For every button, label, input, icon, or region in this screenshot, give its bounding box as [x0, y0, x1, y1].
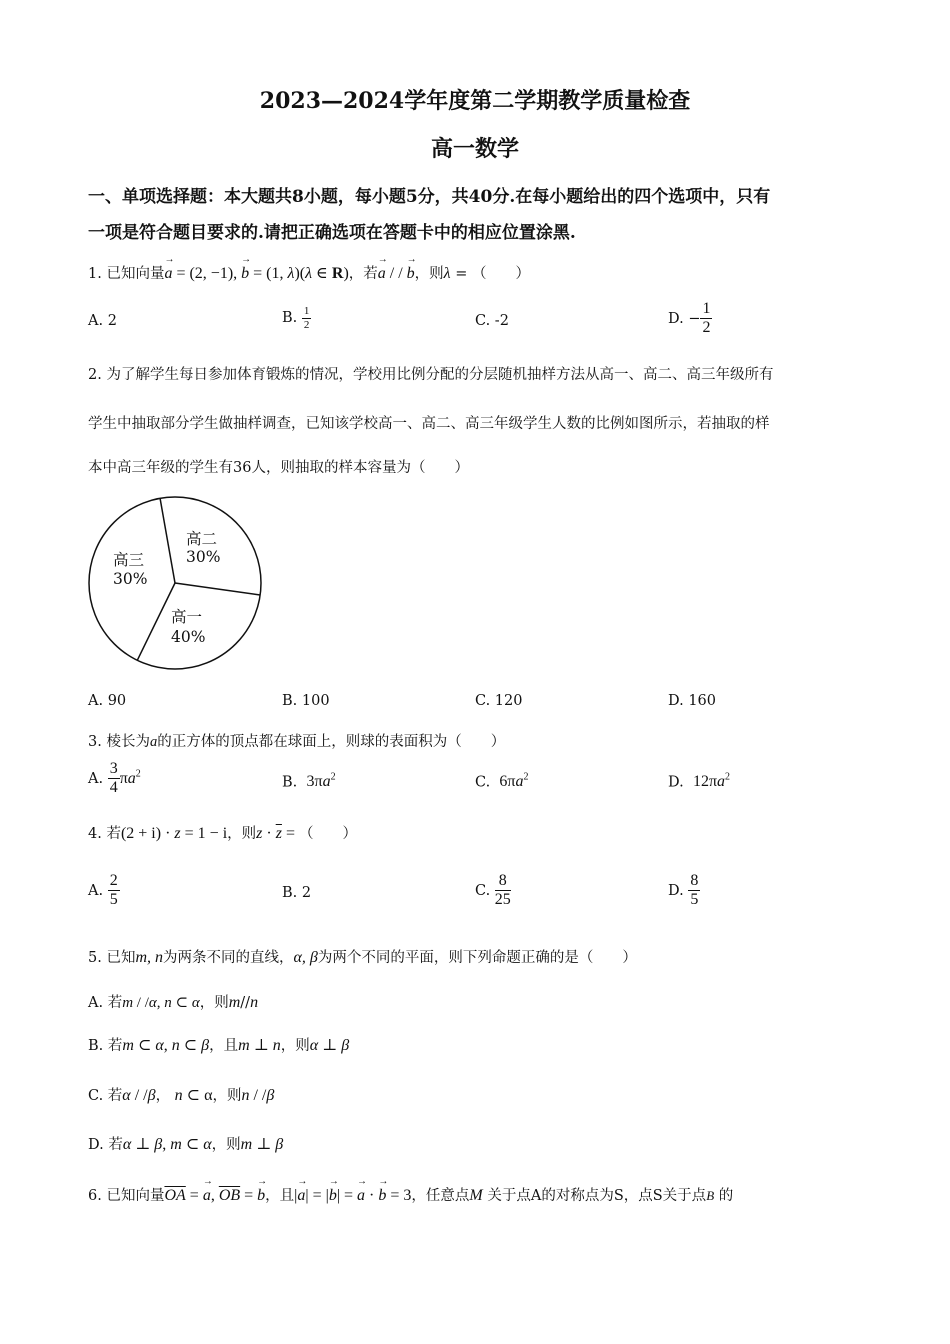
q4-option-a: A. $\frac{2}{5}$ [88, 872, 118, 909]
pie-label-gaoyi-value: 40% [171, 628, 206, 646]
q2-option-a: A. 90 [88, 693, 127, 709]
question-3: 3. 棱长为a的正方体的顶点都在球面上，则球的表面积为（ ） [88, 734, 506, 750]
question-1: 1. 已知向量→ a = (2, −1), → b = (1, λ)(λ ∈ R)，若→ a / / → b，则λ = （ ） [88, 262, 530, 283]
question-2-line3: 本中高三年级的学生有36人，则抽取的样本容量为（ ） [88, 460, 469, 476]
question-2-line2: 学生中抽取部分学生做抽样调查，已知该学校高一、高二、高三年级学生人数的比例如图所示，若抽取的样 [88, 416, 770, 432]
q3-option-a: A. $\frac{3}{4}$ $\pi a^2$ [88, 760, 141, 797]
q3-option-c: C. $6\pi a^2$ [475, 772, 529, 791]
q4-option-b: B. 2 [282, 885, 312, 901]
q2-option-d: D. 160 [668, 693, 717, 709]
q1-option-c: C. -2 [475, 313, 509, 329]
q2-option-b: B. 100 [282, 693, 330, 709]
pie-label-gaoer-value: 30% [186, 548, 221, 566]
section-heading-line2: 一项是符合题目要求的.请把正确选项在答题卡中的相应位置涂黑. [88, 223, 576, 243]
q4-option-c: C. $\frac{8}{25}$ [475, 872, 511, 909]
q2-option-c: C. 120 [475, 693, 523, 709]
pie-label-gaosan-name: 高三 [113, 551, 145, 569]
q1-option-b: B. $\frac{1}{2}$ [282, 305, 310, 331]
question-4: 4. 若(2 + i) · z = 1 − i，则$z \cdot \overline{z}$ = （ ） [88, 825, 357, 842]
pie-chart [84, 495, 269, 675]
question-2-line1: 2. 为了解学生每日参加体育锻炼的情况，学校用比例分配的分层随机抽样方法从高一、高二、高三年级所有 [88, 367, 774, 383]
pie-label-gaoyi-name: 高一 [171, 608, 203, 626]
q3-option-b: B. $3\pi a^2$ [282, 772, 336, 791]
pie-slice-boundary-2 [137, 583, 175, 660]
page-subtitle: 高一数学 [430, 136, 519, 162]
q5-option-d: D. 若α ⊥ β, m ⊂ α，则m ⊥ β [88, 1136, 284, 1153]
pie-slice-boundary-0 [160, 498, 175, 583]
q1-option-d: D. − $\frac{1}{2}$ [668, 300, 711, 337]
question-6: 6. 已知向量$\overline{OA}$ = → a, $\overline{OB}$ = → b，且|→ a| = |→ b| = → a · → b = 3，任意点M 关于点A的对称点为S，点S关于点B 的 [88, 1184, 733, 1205]
page-title: 2023—2024学年度第二学期教学质量检查 [259, 88, 691, 114]
q5-option-c: C. 若α / /β， n ⊂ α，则n / /β [88, 1087, 275, 1104]
q5-option-a: A. 若m / /α, n ⊂ α，则m//n [88, 994, 259, 1011]
q4-option-d: D. $\frac{8}{5}$ [668, 872, 699, 909]
q5-option-b: B. 若m ⊂ α, n ⊂ β，且m ⊥ n，则α ⊥ β [88, 1037, 350, 1054]
question-5: 5. 已知m, n为两条不同的直线，α, β为两个不同的平面，则下列命题正确的是（ ） [88, 949, 637, 966]
q3-option-d: D. $12\pi a^2$ [668, 772, 731, 791]
pie-label-gaosan-value: 30% [113, 570, 148, 588]
pie-label-gaoer-name: 高二 [186, 530, 218, 548]
section-heading-line1: 一、单项选择题：本大题共8小题，每小题5分，共40分.在每小题给出的四个选项中，只有 [88, 187, 771, 207]
q1-option-a: A. 2 [88, 313, 117, 329]
pie-slice-boundary-1 [175, 583, 260, 595]
